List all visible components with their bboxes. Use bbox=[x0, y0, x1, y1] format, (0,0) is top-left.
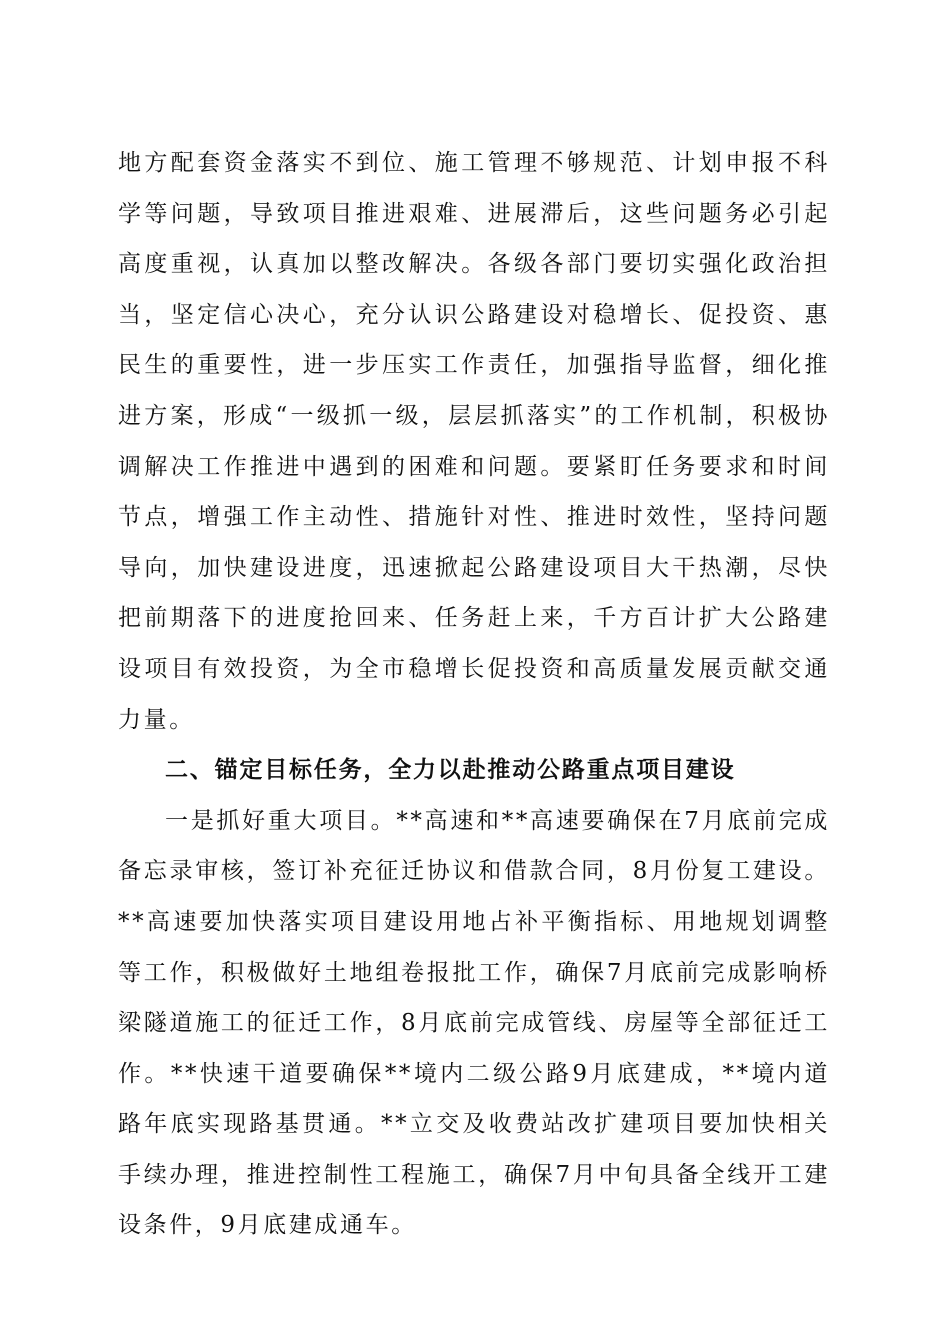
body-paragraph: 地方配套资金落实不到位、施工管理不够规范、计划申报不科学等问题，导致项目推进艰难、进展滞后，这些问题务必引起高度重视，认真加以整改解决。各级各部门要切实强化政治担当，坚定信心决心，充分认识公路建设对稳增长、促投资、惠民生的重要性，进一步压实工作责任，加强指导监督，细化推进方案，形成“一级抓一级，层层抓落实”的工作机制，积极协调解决工作推进中遇到的困难和问题。要紧盯任务要求和时间节点，增强工作主动性、措施针对性、推进时效性，坚持问题导向，加快建设进度，迅速掀起公路建设项目大干热潮，尽快把前期落下的进度抢回来、任务赶上来，千方百计扩大公路建设项目有效投资，为全市稳增长促投资和高质量发展贡献交通力量。 bbox=[118, 150, 830, 733]
document-body bbox=[118, 138, 830, 1251]
section-heading: 二、锚定目标任务，全力以赴推动公路重点项目建设 bbox=[165, 757, 736, 784]
body-paragraph: 一是抓好重大项目。**高速和**高速要确保在7月底前完成备忘录审核，签订补充征迁协议和借款合同，8月份复工建设。**高速要加快落实项目建设用地占补平衡指标、用地规划调整等工作，积极做好土地组卷报批工作，确保7月底前完成影响桥梁隧道施工的征迁工作，8月底前完成管线、房屋等全部征迁工作。**快速干道要确保**境内二级公路9月底建成，**境内道路年底实现路基贯通。**立交及收费站改扩建项目要加快相关手续办理，推进控制性工程施工，确保7月中旬具备全线开工建设条件，9月底建成通车。 bbox=[118, 807, 830, 1239]
